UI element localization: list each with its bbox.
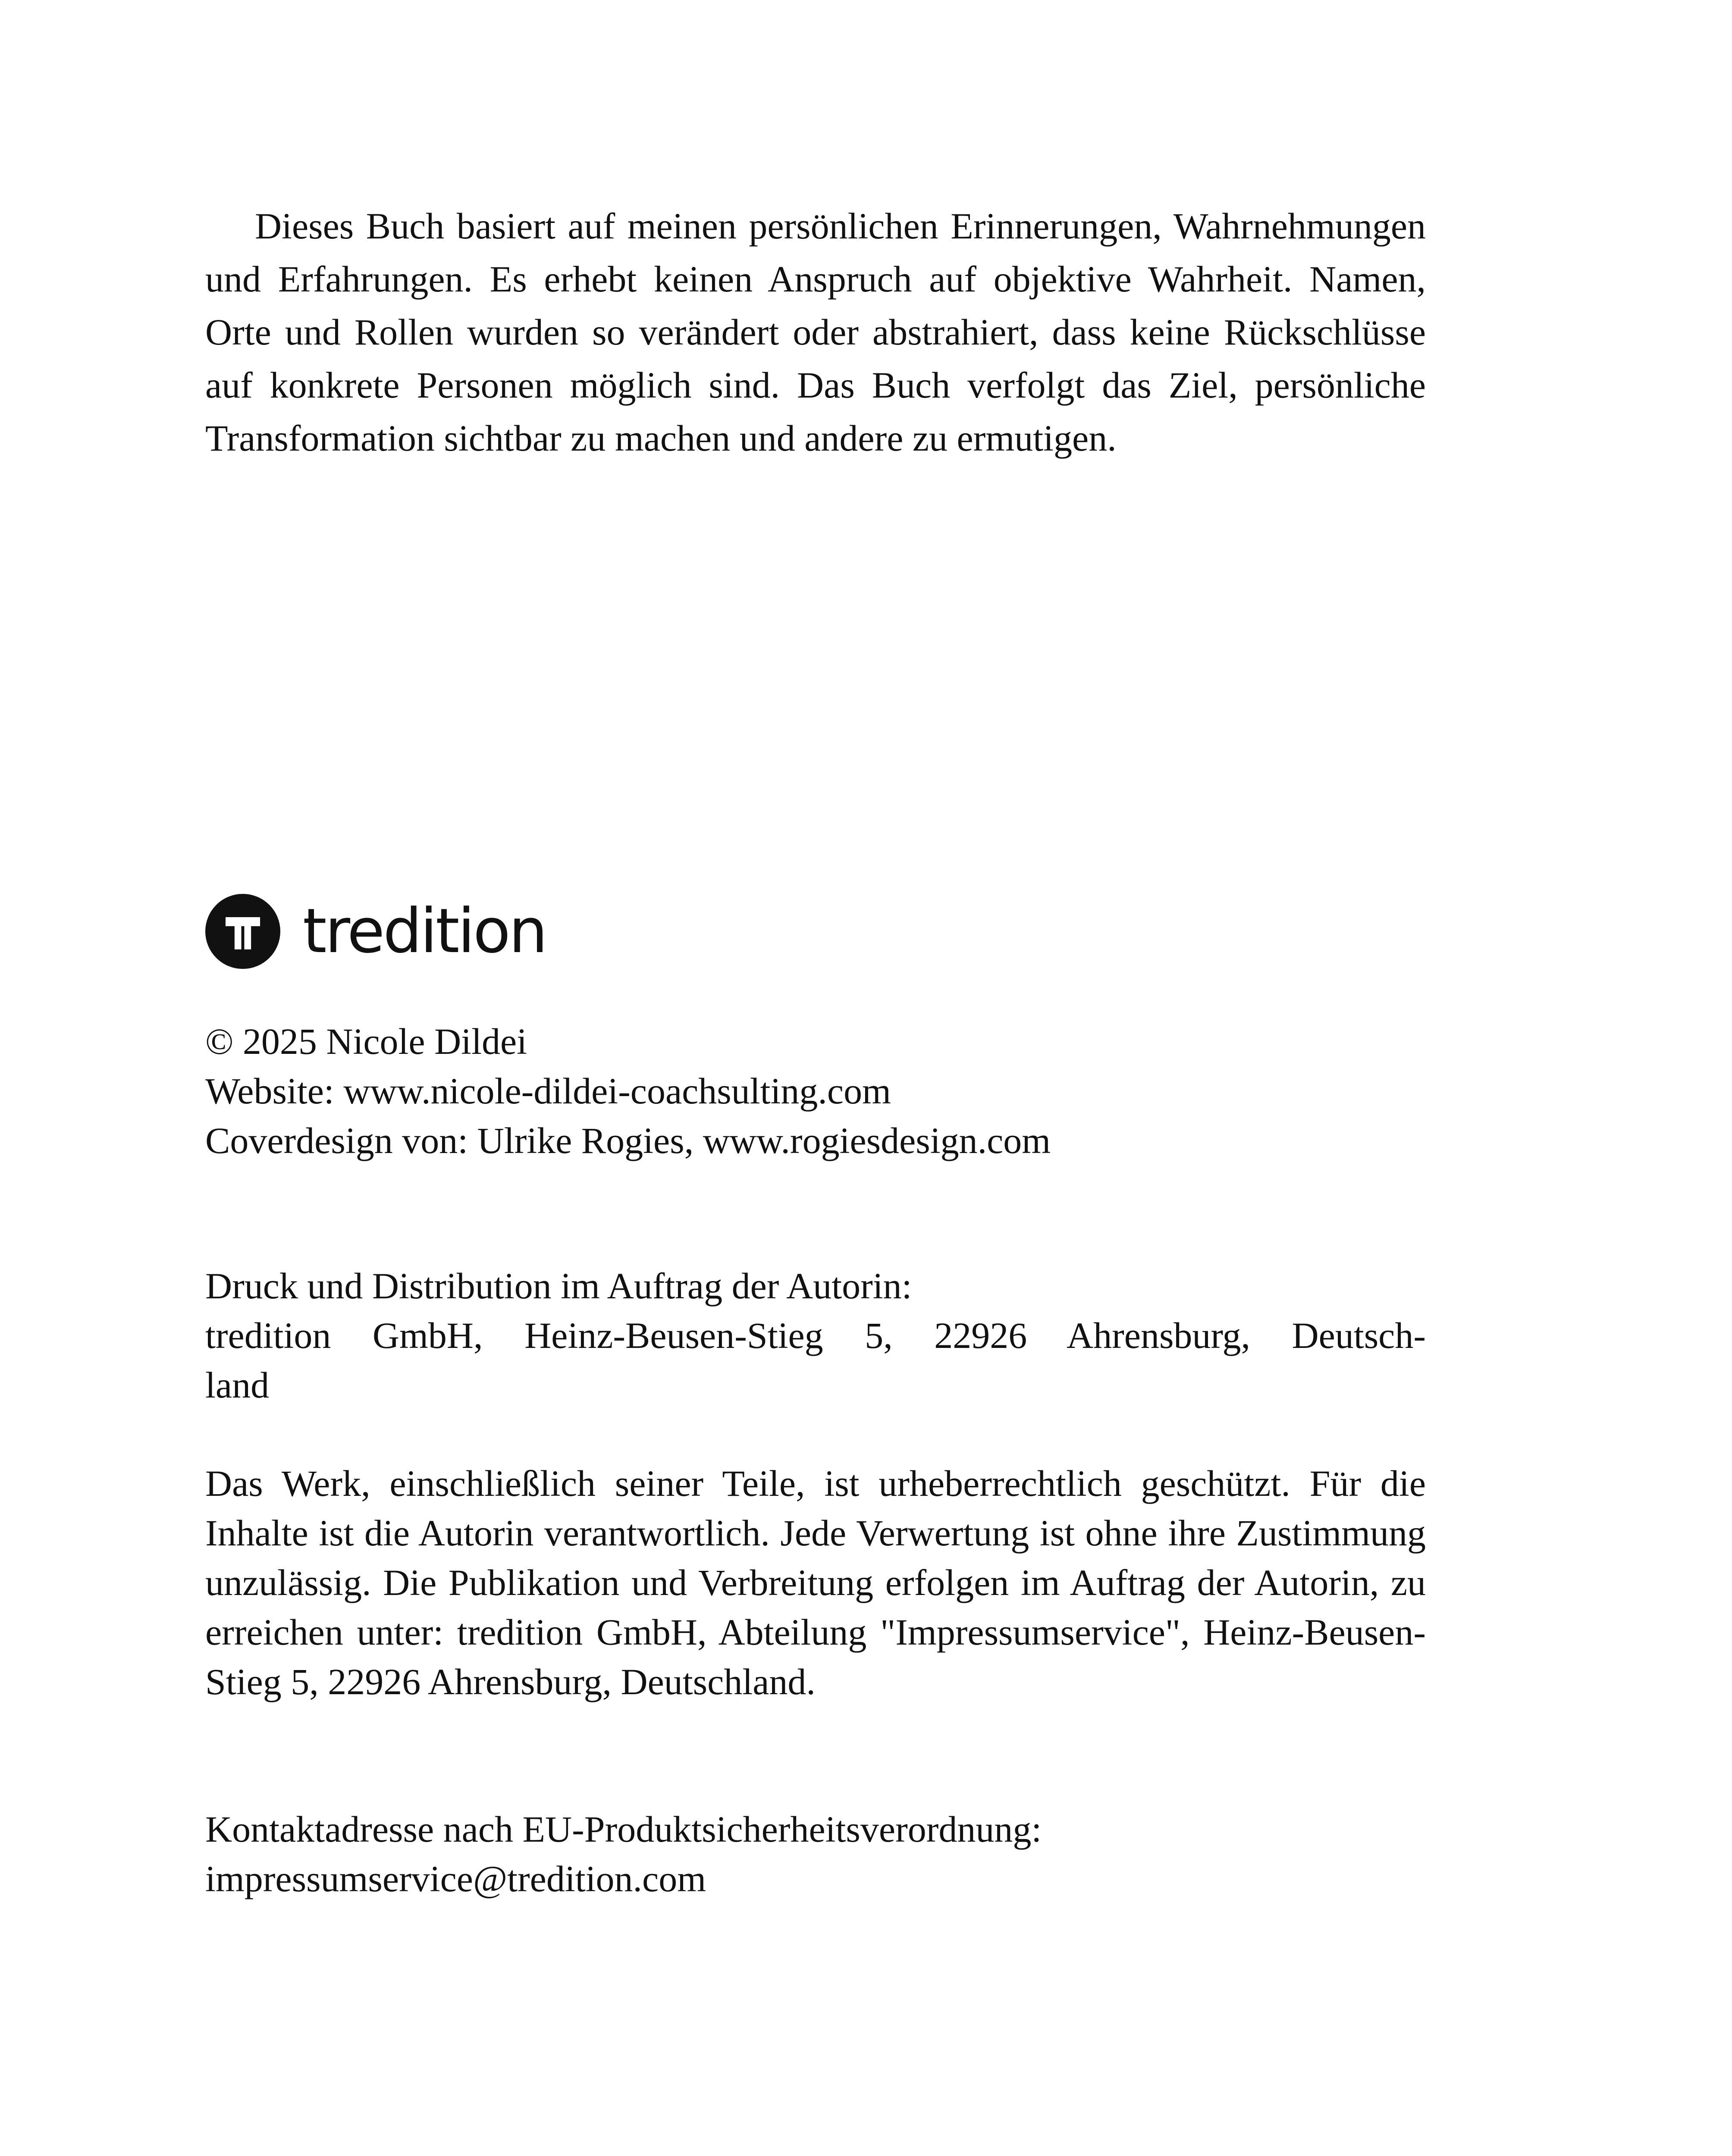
printer-address-continuation: land <box>205 1364 270 1406</box>
publisher-logo <box>205 893 546 969</box>
credits-block <box>205 1017 1426 1166</box>
disclaimer-paragraph: Dieses Buch basiert auf meinen persönlichen Erinnerungen, Wahrnehmungen und Erfahrungen. Es erhebt keinen Anspruch auf objektive Wahrheit. Namen, Orte und Rollen wurden so verändert oder abstrahiert, dass keine Rückschlüsse auf konkrete Personen möglich sind. Das Buch verfolgt das Ziel, persönliche Transformation sichtbar zu machen und andere zu ermutigen. <box>205 205 1426 459</box>
contact-heading: Kontaktadresse nach EU-Produktsicherheitsverordnung: <box>205 1808 1042 1850</box>
copyright-notice-paragraph: Das Werk, einschließlich seiner Teile, ist urheberrechtlich geschützt. Für die Inhalte ist die Autorin verantwortlich. Jede Verwertung ist ohne ihre Zustimmung unzulässig. Die Publikation und Verbreitung erfolgen im Auftrag der Autorin, zu erreichen unter: tredition GmbH, Abteilung "Impressumservice", Heinz-Beusen-Stieg 5, 22926 Ahrensburg, Deutschland. <box>205 1463 1426 1702</box>
copyright-line: © 2025 Nicole Dildei <box>205 1021 527 1062</box>
cover-design-line: Coverdesign von: Ulrike Rogies, www.rogiesdesign.com <box>205 1120 1051 1161</box>
printer-address-line: tredition GmbH, Heinz-Beusen-Stieg 5, 22926 Ahrensburg, Deutsch- <box>205 1315 1426 1356</box>
publisher-logo-text: tredition <box>303 896 546 967</box>
print-heading: Druck und Distribution im Auftrag der Autorin: <box>205 1265 912 1307</box>
print-distribution-block <box>205 1261 1426 1410</box>
tredition-logo-icon <box>205 894 280 969</box>
contact-email: impressumservice@tredition.com <box>205 1858 706 1899</box>
contact-block <box>205 1805 1426 1904</box>
website-line: Website: www.nicole-dildei-coachsulting.com <box>205 1070 891 1112</box>
